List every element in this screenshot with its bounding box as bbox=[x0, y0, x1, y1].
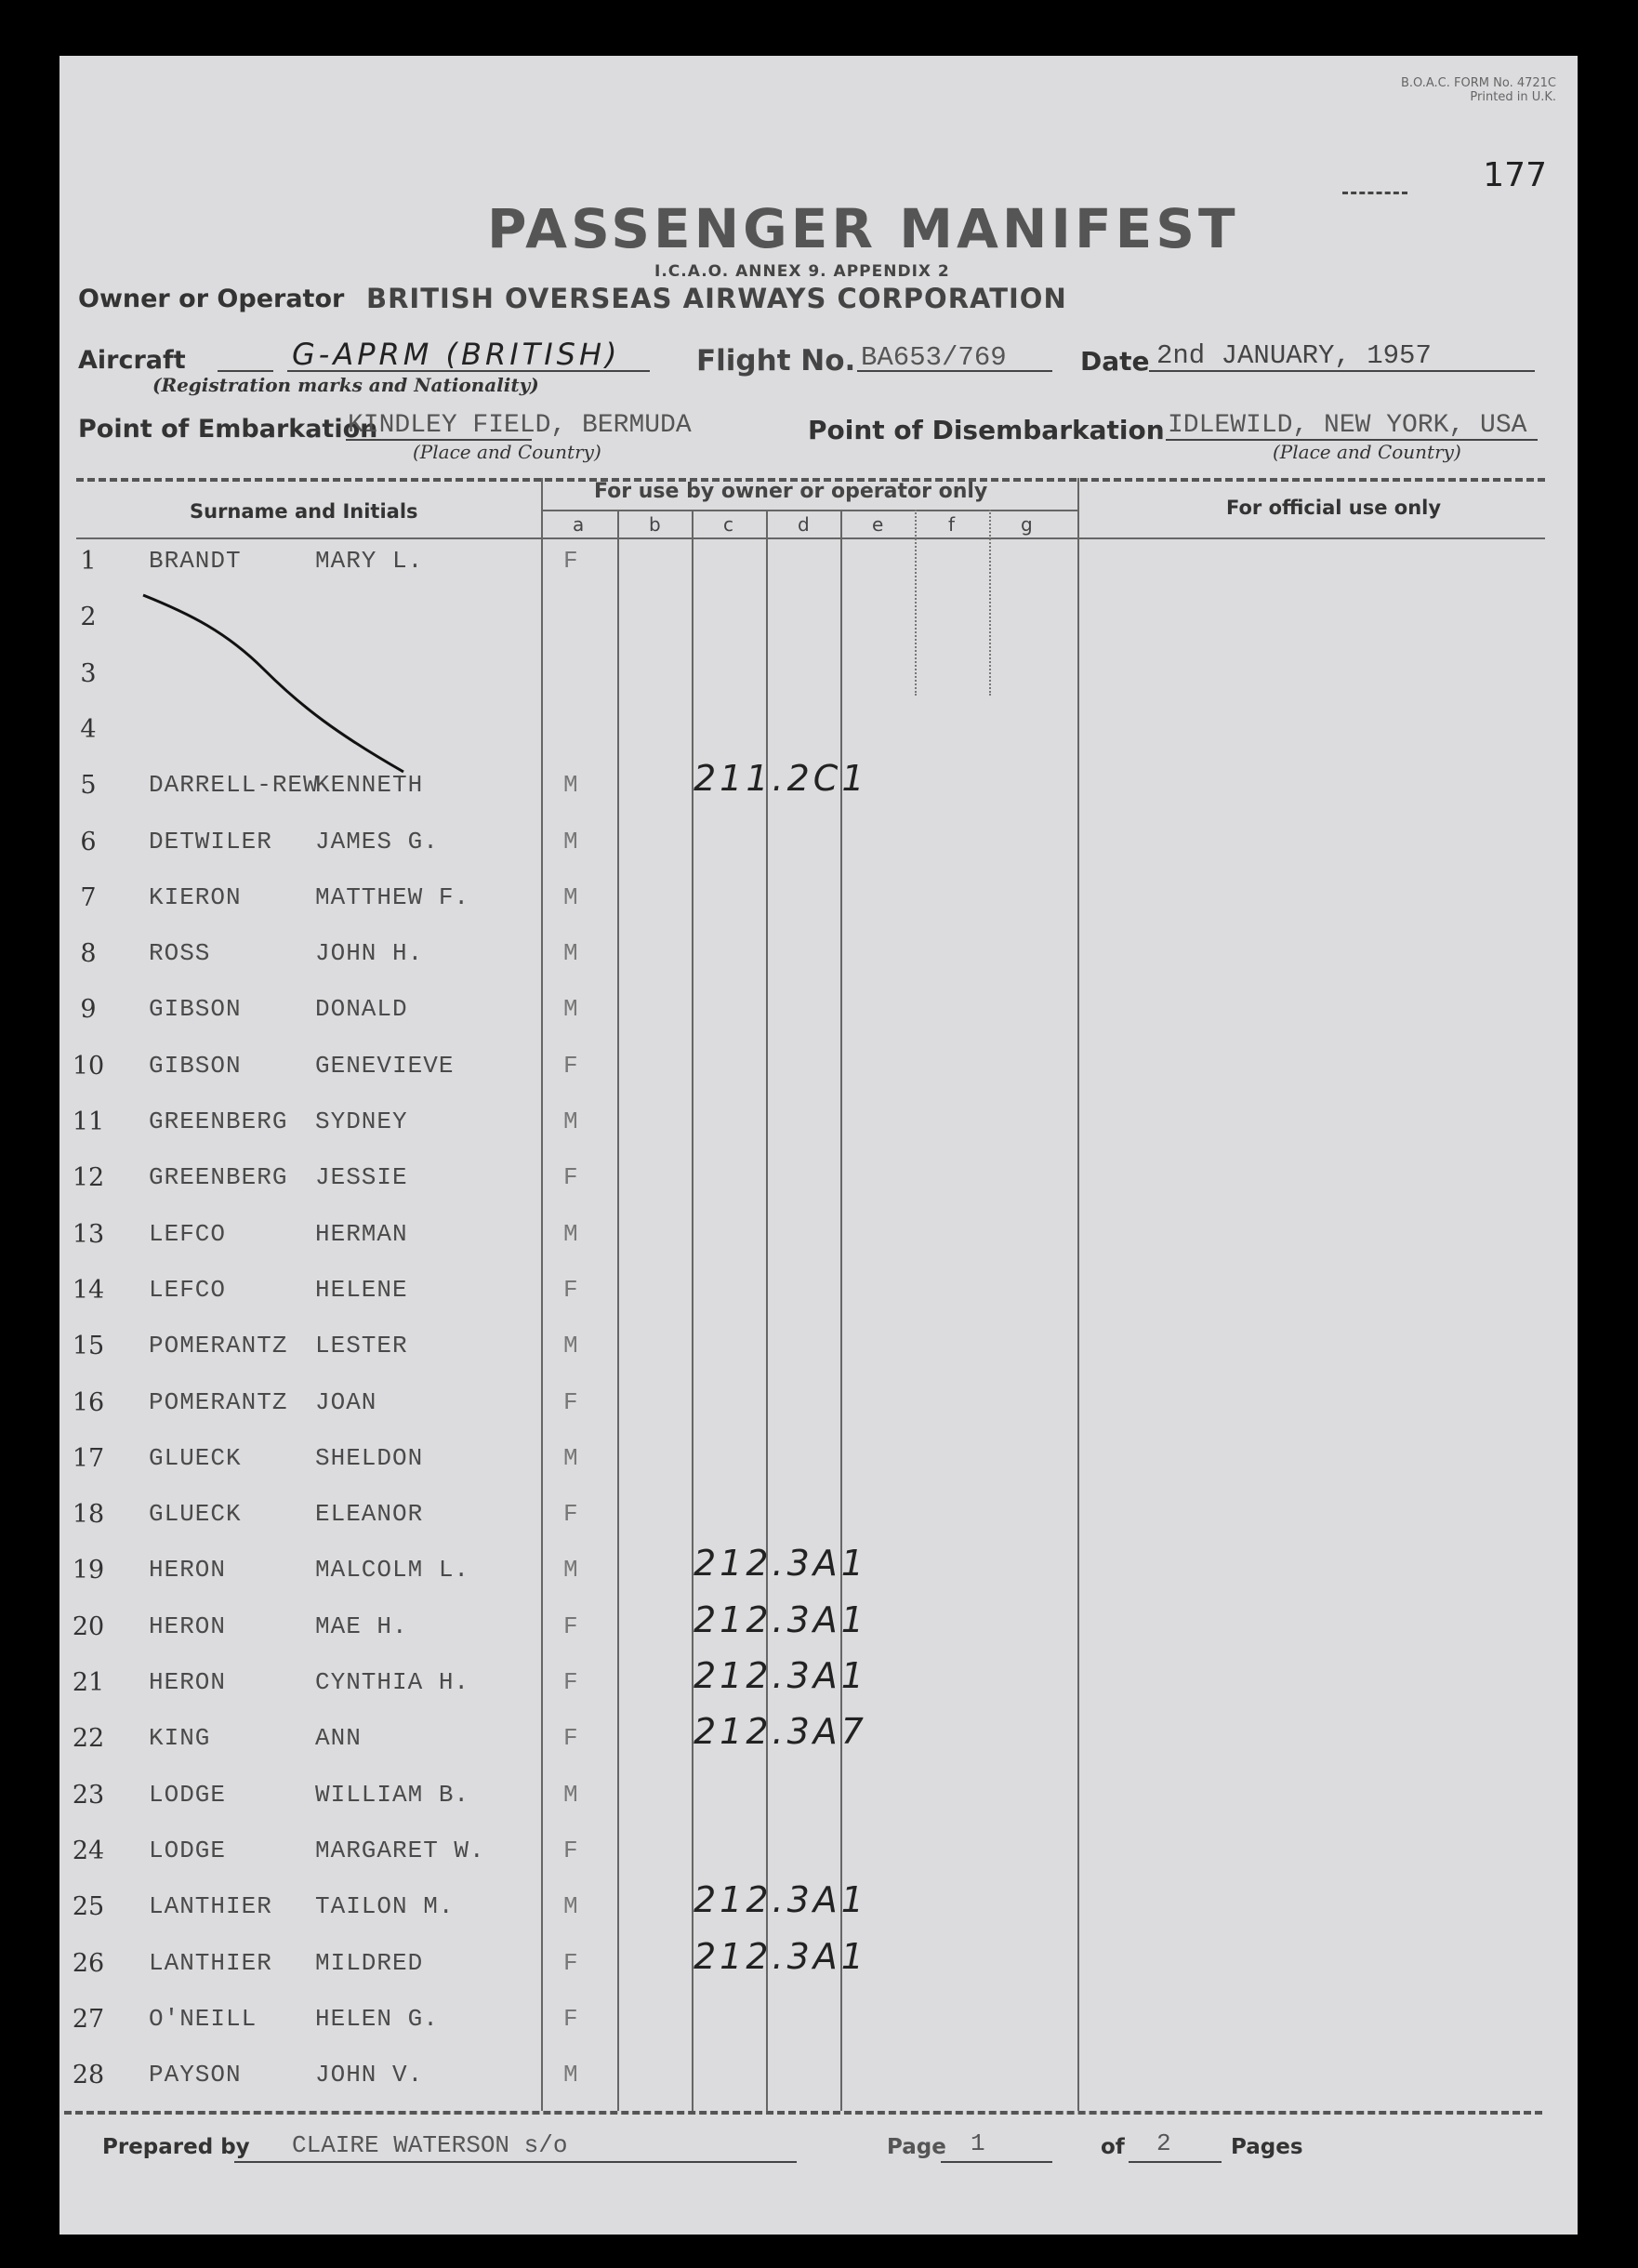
passenger-surname: LANTHIER bbox=[149, 1949, 272, 1977]
official-code-handwritten: 212.3A1 bbox=[694, 1543, 867, 1584]
row-number: 23 bbox=[72, 1781, 105, 1810]
passenger-sex: M bbox=[563, 1444, 579, 1472]
passenger-sex: M bbox=[563, 1107, 579, 1135]
disembark-note: (Place and Country) bbox=[1273, 441, 1461, 463]
row-number: 25 bbox=[72, 1892, 105, 1921]
row-number: 14 bbox=[72, 1276, 105, 1305]
prepared-label: Prepared by bbox=[102, 2135, 250, 2159]
passenger-given-names: TAILON M. bbox=[315, 1892, 455, 1920]
of-underline bbox=[1129, 2161, 1222, 2163]
official-use-header: For official use only bbox=[1226, 497, 1442, 519]
row-number: 19 bbox=[72, 1556, 105, 1585]
row-number: 15 bbox=[72, 1332, 105, 1360]
official-code-handwritten: 212.3A1 bbox=[694, 1936, 867, 1977]
passenger-given-names: JOHN V. bbox=[315, 2061, 424, 2089]
col-divider-official bbox=[1077, 478, 1079, 2111]
passenger-surname: KIERON bbox=[149, 883, 242, 911]
col-letter-b: b bbox=[649, 513, 661, 536]
col-divider-surname bbox=[541, 478, 543, 2111]
passenger-sex: F bbox=[563, 1500, 579, 1528]
passenger-sex: M bbox=[563, 771, 579, 799]
owner-use-header: For use by owner or operator only bbox=[594, 480, 988, 503]
stamp-dash bbox=[1342, 192, 1407, 194]
row-number: 27 bbox=[72, 2005, 105, 2034]
passenger-given-names: HERMAN bbox=[315, 1220, 408, 1248]
of-value: 2 bbox=[1156, 2129, 1171, 2157]
passenger-surname: LODGE bbox=[149, 1781, 227, 1809]
passenger-surname: O'NEILL bbox=[149, 2005, 258, 2033]
strike-line bbox=[134, 577, 413, 781]
passenger-surname: HERON bbox=[149, 1556, 227, 1584]
col-divider-b bbox=[692, 510, 694, 2111]
passenger-given-names: JOAN bbox=[315, 1388, 377, 1416]
passenger-sex: M bbox=[563, 939, 579, 967]
row-number: 28 bbox=[72, 2061, 105, 2089]
embark-value: KINDLEY FIELD, BERMUDA bbox=[348, 411, 692, 440]
prepared-value: CLAIRE WATERSON s/o bbox=[292, 2131, 568, 2159]
disembark-value: IDLEWILD, NEW YORK, USA bbox=[1168, 411, 1527, 440]
passenger-given-names: MILDRED bbox=[315, 1949, 424, 1977]
passenger-given-names: MAE H. bbox=[315, 1612, 408, 1640]
passenger-given-names: SYDNEY bbox=[315, 1107, 408, 1135]
date-label: Date bbox=[1080, 346, 1150, 377]
passenger-surname: BRANDT bbox=[149, 547, 242, 575]
passenger-surname: POMERANTZ bbox=[149, 1332, 288, 1359]
official-code-handwritten: 211.2C1 bbox=[694, 758, 868, 799]
prepared-underline bbox=[234, 2161, 797, 2163]
surname-header: Surname and Initials bbox=[190, 500, 418, 523]
passenger-sex: F bbox=[563, 2005, 579, 2033]
passenger-surname: HERON bbox=[149, 1668, 227, 1696]
passenger-surname: DETWILER bbox=[149, 828, 272, 855]
subtitle: I.C.A.O. ANNEX 9. APPENDIX 2 bbox=[654, 262, 950, 281]
passenger-sex: M bbox=[563, 1892, 579, 1920]
row-number: 24 bbox=[72, 1837, 105, 1865]
aircraft-label: Aircraft bbox=[78, 346, 186, 375]
passenger-surname: LEFCO bbox=[149, 1276, 227, 1304]
row-number: 5 bbox=[80, 771, 97, 800]
col-letter-d: d bbox=[798, 513, 810, 536]
passenger-given-names: HELENE bbox=[315, 1276, 408, 1304]
col-divider-e bbox=[915, 510, 917, 696]
passenger-given-names: DONALD bbox=[315, 995, 408, 1023]
passenger-given-names: SHELDON bbox=[315, 1444, 424, 1472]
passenger-given-names: MARGARET W. bbox=[315, 1837, 485, 1864]
embark-label: Point of Embarkation bbox=[78, 415, 378, 444]
passenger-surname: DARRELL-REW bbox=[149, 771, 319, 799]
passenger-given-names: LESTER bbox=[315, 1332, 408, 1359]
official-code-handwritten: 212.3A1 bbox=[694, 1599, 867, 1640]
row-number: 1 bbox=[80, 547, 97, 576]
header-bottom-rule bbox=[76, 537, 1545, 539]
disembark-label: Point of Disembarkation bbox=[808, 415, 1165, 445]
passenger-given-names: JAMES G. bbox=[315, 828, 439, 855]
row-number: 11 bbox=[72, 1107, 105, 1136]
passenger-given-names: CYNTHIA H. bbox=[315, 1668, 470, 1696]
col-divider-c bbox=[766, 510, 768, 2111]
col-divider-a bbox=[617, 510, 619, 2111]
form-number: B.O.A.C. FORM No. 4721C bbox=[1401, 76, 1556, 90]
aircraft-note: (Registration marks and Nationality) bbox=[152, 374, 539, 396]
passenger-surname: POMERANTZ bbox=[149, 1388, 288, 1416]
row-number: 20 bbox=[72, 1612, 105, 1641]
passenger-surname: GREENBERG bbox=[149, 1163, 288, 1191]
passenger-sex: M bbox=[563, 1556, 579, 1584]
passenger-sex: M bbox=[563, 883, 579, 911]
passenger-sex: F bbox=[563, 1724, 579, 1752]
passenger-sex: F bbox=[563, 1612, 579, 1640]
row-number: 22 bbox=[72, 1724, 105, 1753]
official-code-handwritten: 212.3A7 bbox=[694, 1711, 867, 1752]
date-value: 2nd JANUARY, 1957 bbox=[1156, 340, 1432, 371]
page-stamp-number: 177 bbox=[1483, 156, 1547, 194]
pages-label: Pages bbox=[1231, 2135, 1303, 2159]
passenger-sex: F bbox=[563, 1668, 579, 1696]
page-label: Page bbox=[887, 2135, 946, 2159]
passenger-surname: GIBSON bbox=[149, 995, 242, 1023]
col-letter-e: e bbox=[872, 513, 884, 536]
col-letter-f: f bbox=[948, 513, 956, 536]
row-number: 17 bbox=[72, 1444, 105, 1473]
passenger-surname: KING bbox=[149, 1724, 211, 1752]
passenger-given-names: MALCOLM L. bbox=[315, 1556, 470, 1584]
aircraft-value: G-APRM (BRITISH) bbox=[292, 337, 621, 372]
official-code-handwritten: 212.3A1 bbox=[694, 1655, 867, 1696]
row-number: 8 bbox=[80, 939, 97, 968]
passenger-given-names: MATTHEW F. bbox=[315, 883, 470, 911]
passenger-sex: F bbox=[563, 547, 579, 575]
row-number: 4 bbox=[80, 715, 97, 744]
passenger-sex: M bbox=[563, 1220, 579, 1248]
passenger-sex: M bbox=[563, 828, 579, 855]
passenger-sex: F bbox=[563, 1276, 579, 1304]
row-number: 18 bbox=[72, 1500, 105, 1529]
row-number: 7 bbox=[80, 883, 97, 912]
table-bottom-rule bbox=[64, 2111, 1542, 2115]
col-letter-a: a bbox=[573, 513, 585, 536]
passenger-sex: F bbox=[563, 1949, 579, 1977]
col-letter-g: g bbox=[1021, 513, 1033, 536]
row-number: 10 bbox=[72, 1052, 105, 1081]
row-number: 16 bbox=[72, 1388, 105, 1417]
col-divider-d bbox=[840, 510, 842, 2111]
passenger-surname: LODGE bbox=[149, 1837, 227, 1864]
passenger-given-names: JOHN H. bbox=[315, 939, 424, 967]
passenger-given-names: KENNETH bbox=[315, 771, 424, 799]
passenger-surname: GLUECK bbox=[149, 1500, 242, 1528]
passenger-surname: LEFCO bbox=[149, 1220, 227, 1248]
passenger-surname: LANTHIER bbox=[149, 1892, 272, 1920]
page-title: PASSENGER MANIFEST bbox=[487, 197, 1239, 260]
row-number: 26 bbox=[72, 1949, 105, 1978]
passenger-sex: M bbox=[563, 1781, 579, 1809]
manifest-sheet bbox=[59, 56, 1578, 2235]
passenger-sex: F bbox=[563, 1388, 579, 1416]
official-code-handwritten: 212.3A1 bbox=[694, 1879, 867, 1920]
passenger-given-names: WILLIAM B. bbox=[315, 1781, 470, 1809]
embark-note: (Place and Country) bbox=[413, 441, 601, 463]
owner-subheader-rule bbox=[543, 510, 1077, 511]
row-number: 9 bbox=[80, 995, 97, 1024]
passenger-surname: ROSS bbox=[149, 939, 211, 967]
col-divider-f bbox=[989, 510, 991, 696]
flight-label: Flight No. bbox=[696, 344, 856, 378]
row-number: 6 bbox=[80, 828, 97, 856]
passenger-surname: GLUECK bbox=[149, 1444, 242, 1472]
aircraft-underline-1 bbox=[218, 370, 273, 372]
passenger-surname: PAYSON bbox=[149, 2061, 242, 2089]
passenger-given-names: HELEN G. bbox=[315, 2005, 439, 2033]
owner-label: Owner or Operator bbox=[78, 285, 345, 313]
passenger-sex: M bbox=[563, 995, 579, 1023]
passenger-sex: M bbox=[563, 1332, 579, 1359]
page-underline bbox=[941, 2161, 1052, 2163]
passenger-sex: F bbox=[563, 1837, 579, 1864]
passenger-given-names: GENEVIEVE bbox=[315, 1052, 455, 1080]
form-id bbox=[1370, 76, 1556, 104]
passenger-given-names: ELEANOR bbox=[315, 1500, 424, 1528]
of-label: of bbox=[1101, 2135, 1125, 2159]
row-number: 2 bbox=[80, 603, 97, 631]
passenger-surname: GIBSON bbox=[149, 1052, 242, 1080]
passenger-sex: M bbox=[563, 2061, 579, 2089]
page-value: 1 bbox=[971, 2129, 985, 2157]
row-number: 21 bbox=[72, 1668, 105, 1697]
passenger-given-names: JESSIE bbox=[315, 1163, 408, 1191]
printed-note: Printed in U.K. bbox=[1470, 90, 1556, 104]
passenger-surname: HERON bbox=[149, 1612, 227, 1640]
row-number: 12 bbox=[72, 1163, 105, 1192]
passenger-sex: F bbox=[563, 1163, 579, 1191]
flight-value: BA653/769 bbox=[861, 342, 1007, 373]
passenger-surname: GREENBERG bbox=[149, 1107, 288, 1135]
passenger-sex: F bbox=[563, 1052, 579, 1080]
owner-value: BRITISH OVERSEAS AIRWAYS CORPORATION bbox=[366, 283, 1067, 314]
passenger-given-names: ANN bbox=[315, 1724, 362, 1752]
col-letter-c: c bbox=[723, 513, 733, 536]
row-number: 3 bbox=[80, 659, 97, 688]
passenger-given-names: MARY L. bbox=[315, 547, 424, 575]
row-number: 13 bbox=[72, 1220, 105, 1249]
